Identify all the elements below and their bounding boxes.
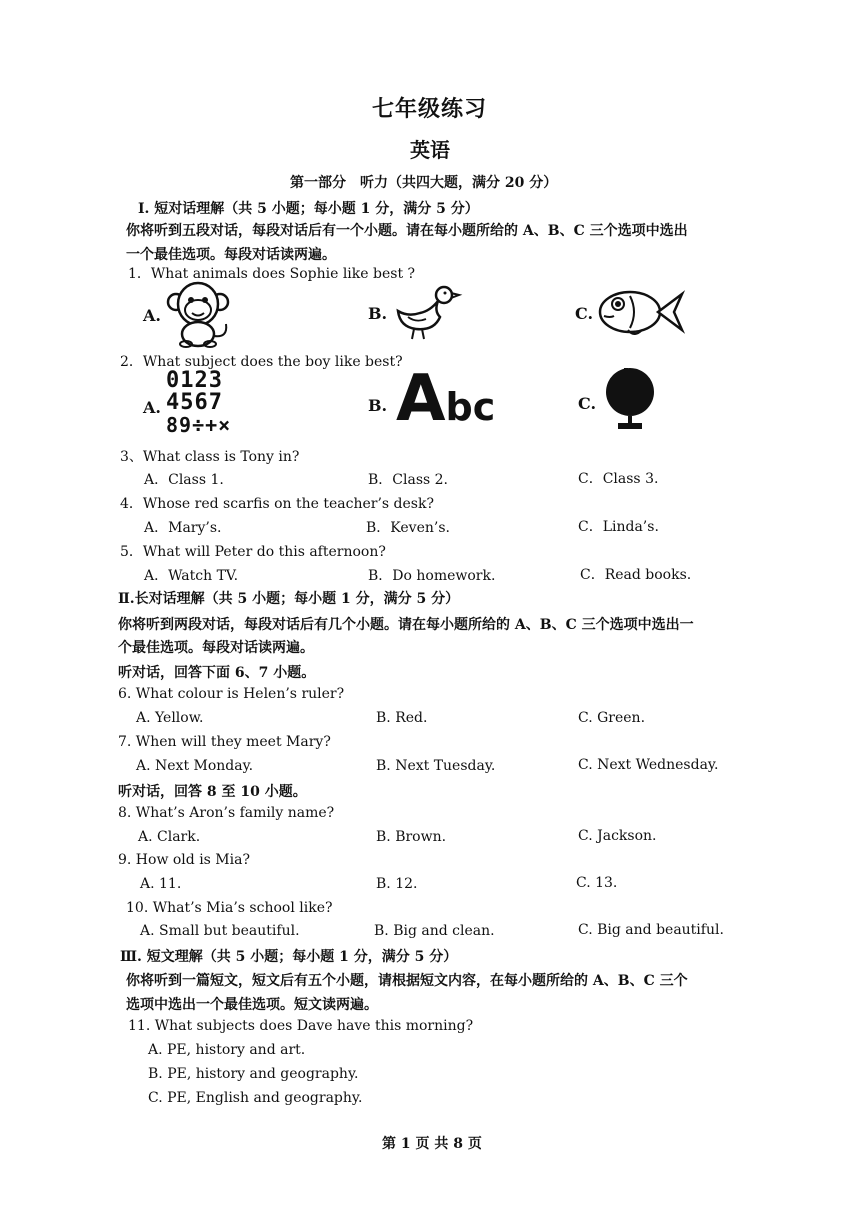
option-a: A．Mary’s. — [144, 520, 222, 536]
option-c: C. Jackson. — [578, 828, 657, 844]
section-instruction: 你将听到五段对话，每段对话后有一个小题。请在每小题所给的 A、B、C 三个选项中选出 — [126, 223, 688, 239]
section-instruction: 你将听到一篇短文，短文后有五个小题，请根据短文内容，在每小题所给的 A、B、C 三个 — [126, 973, 688, 989]
option-c: C. PE, English and geography. — [148, 1090, 363, 1106]
abc-big-letter: A — [396, 362, 446, 436]
section-instruction: 个最佳选项。每段对话读两遍。 — [118, 640, 314, 656]
math-row: 0123 — [166, 368, 223, 393]
section-instruction: 一个最佳选项。每段对话读两遍。 — [126, 247, 336, 263]
question-text: 11. What subjects does Dave have this morning? — [128, 1018, 474, 1034]
option-a: A. Yellow. — [136, 710, 204, 726]
option-b: B. Red. — [376, 710, 428, 726]
option-a: A．Watch TV. — [144, 568, 239, 584]
option-label: C. — [575, 304, 594, 323]
option-b: B. Next Tuesday. — [376, 758, 496, 774]
option-c: C．Linda’s. — [578, 519, 659, 535]
section-heading: Ⅰ. 短对话理解（共 5 小题；每小题 1 分，满分 5 分） — [138, 201, 479, 217]
math-row: 4567 — [166, 390, 223, 415]
option-label: A. — [143, 398, 161, 417]
option-a: A. Clark. — [138, 829, 201, 845]
section-instruction: 选项中选出一个最佳选项。短文读两遍。 — [126, 997, 378, 1013]
option-b: B. Big and clean. — [374, 923, 495, 939]
option-c: C. Big and beautiful. — [578, 922, 724, 938]
math-numbers-picture — [166, 370, 231, 436]
doc-title: 七年级练习 — [372, 96, 488, 122]
option-b: B. 12. — [376, 876, 418, 892]
monkey-picture — [166, 280, 232, 348]
option-label: B. — [368, 304, 388, 323]
fish-picture — [598, 286, 684, 338]
duck-picture — [394, 283, 460, 343]
question-text: 8. What’s Aron’s family name? — [118, 805, 335, 821]
globe-picture — [602, 366, 658, 430]
option-c: C．Read books. — [580, 567, 692, 583]
option-a: A．Class 1. — [144, 472, 224, 488]
option-b: B. Brown. — [376, 829, 447, 845]
option-a: A. Next Monday. — [136, 758, 254, 774]
option-c: C. Next Wednesday. — [578, 757, 719, 773]
option-label: C. — [578, 394, 597, 413]
section-heading: Ⅲ. 短文理解（共 5 小题；每小题 1 分，满分 5 分） — [120, 949, 458, 965]
question-text: 10. What’s Mia’s school like? — [126, 900, 333, 916]
question-text: 1．What animals does Sophie like best ? — [128, 266, 416, 282]
abc-small-letters: bc — [445, 385, 496, 429]
question-text: 3、What class is Tony in? — [120, 449, 300, 465]
page-number: 第 1 页 共 8 页 — [382, 1136, 482, 1152]
question-text: 4．Whose red scarfis on the teacher’s desk? — [120, 496, 434, 512]
math-row: 89÷+× — [166, 413, 232, 437]
question-text: 5．What will Peter do this afternoon? — [120, 544, 386, 560]
question-text: 7. When will they meet Mary? — [118, 734, 331, 750]
option-b: B．Do homework. — [368, 568, 496, 584]
option-c: C. 13. — [576, 875, 618, 891]
question-text: 9. How old is Mia? — [118, 852, 250, 868]
option-b: B．Class 2. — [368, 472, 449, 488]
question-text: 6. What colour is Helen’s ruler? — [118, 686, 345, 702]
subject-title: 英语 — [410, 138, 450, 162]
abc-picture — [396, 364, 495, 434]
option-label: A. — [143, 306, 161, 325]
dialogue-lead: 听对话，回答 8 至 10 小题。 — [118, 784, 307, 800]
question-text: 2．What subject does the boy like best? — [120, 354, 403, 370]
part-heading: 第一部分 听力（共四大题，满分 20 分） — [290, 175, 558, 191]
dialogue-lead: 听对话，回答下面 6、7 小题。 — [118, 665, 316, 681]
option-a: A. 11. — [140, 876, 182, 892]
section-heading: Ⅱ.长对话理解（共 5 小题；每小题 1 分，满分 5 分） — [118, 591, 460, 607]
option-label: B. — [368, 396, 388, 415]
section-instruction: 你将听到两段对话，每段对话后有几个小题。请在每小题所给的 A、B、C 三个选项中选出一 — [118, 617, 694, 633]
option-a: A. Small but beautiful. — [140, 923, 300, 939]
option-a: A. PE, history and art. — [148, 1042, 306, 1058]
option-b: B. PE, history and geography. — [148, 1066, 359, 1082]
option-c: C．Class 3. — [578, 471, 659, 487]
option-b: B．Keven’s. — [366, 520, 450, 536]
option-c: C. Green. — [578, 710, 646, 726]
